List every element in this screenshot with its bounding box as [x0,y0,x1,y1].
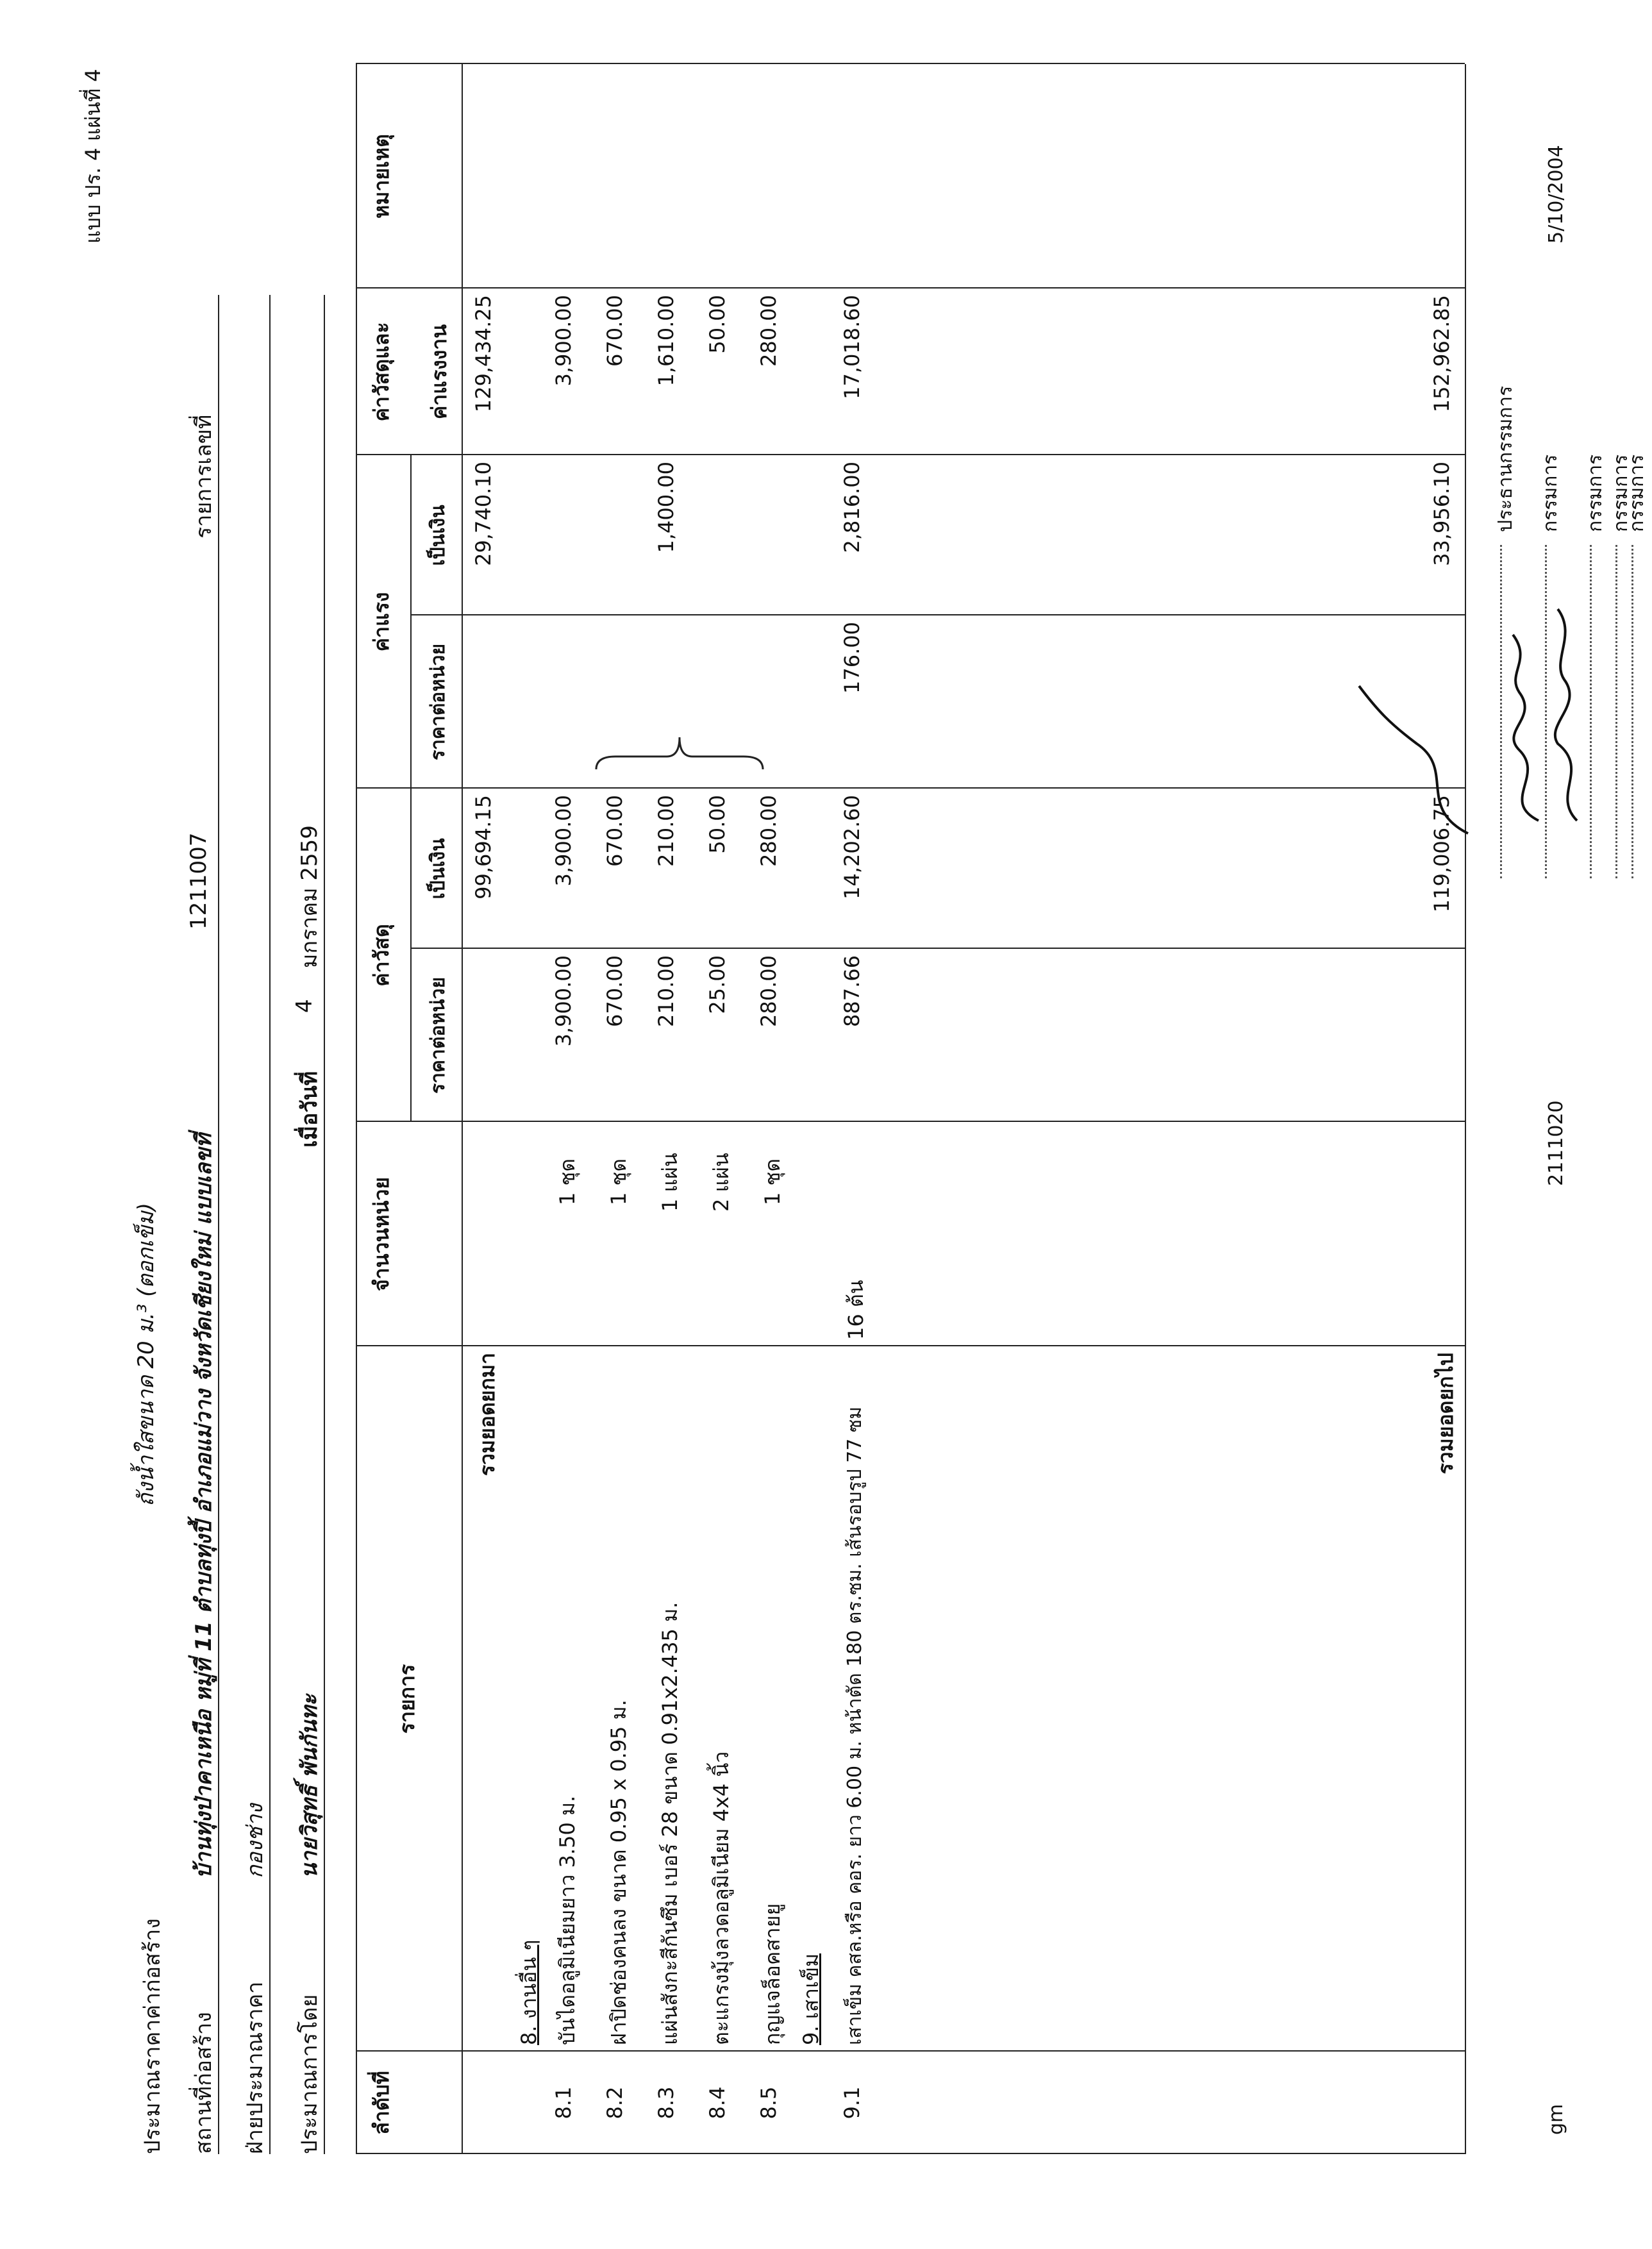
signature-role: กรรมการ [1626,454,1648,532]
row-no: 8.4 [705,2086,730,2119]
row-mat-unit: 670.00 [603,955,627,1027]
header-rule-3 [324,295,325,2154]
header-labor-amount: เป็นเงิน [427,505,449,566]
row-item: แผ่นสังกะสีกันซึม เบอร์ 28 ขนาด 0.91x2.435 ม. [658,1601,682,2045]
row-no: 8.5 [756,2086,781,2119]
carried-in-labor: 29,740.10 [471,462,496,566]
row-mat-amount: 14,202.60 [840,795,864,899]
bracket-mark [590,718,769,782]
row-item: กุญแจล็อคสายยู [760,1903,785,2045]
row-total: 50.00 [705,295,730,354]
row-item: บันไดอลูมิเนียมยาว 3.50 ม. [555,1795,580,2045]
row-no: 8.1 [551,2086,576,2119]
row-qty: 1 แผ่น [658,1153,682,1212]
row-mat-amount: 670.00 [603,795,627,867]
header-labor: ค่าแรง [369,592,394,652]
row-lab-unit: 176.00 [840,622,864,694]
row-mat-unit: 280.00 [756,955,781,1027]
header-total-line1: ค่าวัสดุและ [369,322,394,422]
form-code: แบบ ปร. 4 แผ่นที่ 4 [81,69,105,244]
row-mat-unit: 210.00 [654,955,678,1027]
date-month-year: มกราคม 2559 [297,825,322,968]
row-total: 1,610.00 [654,295,678,387]
row-mat-amount: 50.00 [705,795,730,854]
row-qty: 2 แผ่น [709,1153,733,1212]
row-item: ตะแกรงมุ้งลวดอลูมิเนียม 4x4 นิ้ว [709,1751,733,2045]
header-material-amount: เป็นเงิน [427,838,449,899]
header-labor-unit-price: ราคาต่อหน่วย [427,643,449,761]
row-total: 670.00 [603,295,627,367]
signature-role: กรรมการ [1539,454,1562,532]
date-day: 4 [292,999,317,1013]
row-total: 280.00 [756,295,781,367]
row-mat-amount: 280.00 [756,795,781,867]
plan-number: 1211007 [186,832,212,930]
site-value: บ้านทุ่งป่าคาเหนือ หมู่ที่ 11 ตำบลทุ่งปี้ อำเภอแม่วาง จังหวัดเชียงใหม่ แบบเลขที่ [191,1133,217,1878]
row-mat-unit: 887.66 [840,955,864,1027]
department-label: ฝ่ายประมาณราคา [242,1981,268,2154]
footer-left-code: gm [1545,2103,1567,2135]
document-sheet [64,58,1648,2173]
row-qty: 16 ต้น [844,1280,868,1340]
site-label: สถานที่ก่อสร้าง [191,2012,217,2154]
row-mat-amount: 210.00 [654,795,678,867]
row-qty: 1 ชุด [606,1158,631,1205]
header-material: ค่าวัสดุ [369,924,394,987]
row-item: ฝาปิดช่องคนลง ขนาด 0.95 x 0.95 ม. [606,1700,631,2045]
header-material-unit-price: ราคาต่อหน่วย [427,976,449,1094]
row-lab-amount: 2,816.00 [840,462,864,553]
row-mat-amount: 3,900.00 [551,795,576,887]
estimator-label: ประมาณการโดย [297,1994,322,2154]
row-no: 8.2 [603,2086,627,2119]
row-item: เสาเข็ม คสล.หรือ คอร. ยาว 6.00 ม. หน้าตัด 180 ตร.ซม. เส้นรอบรูป 77 ซม [844,1406,866,2045]
row-lab-amount: 1,400.00 [654,462,678,553]
carried-out-labor: 33,956.10 [1430,462,1454,566]
row-no: 8.3 [654,2086,678,2119]
section-title: 9. เสาเข็ม [799,1953,823,2045]
row-no: 9.1 [840,2086,864,2119]
carried-in-material: 99,694.15 [471,795,496,899]
item-number-label: รายการเลขที่ [191,414,217,539]
header-item: รายการ [395,1664,419,1734]
footer-center-code: 2111020 [1545,1100,1567,1186]
header-rule-1 [218,295,219,2154]
signature-role: กรรมการ [1610,454,1632,532]
header-total-line2: ค่าแรงงาน [427,324,451,420]
title-label: ประมาณราคาค่าก่อสร้าง [140,1918,165,2154]
signature-scribble [1340,641,1481,846]
header-rule-2 [269,295,271,2154]
row-total: 17,018.60 [840,295,864,399]
title-value: ถังน้ำใสขนาด 20 ม.³ (ตอกเข็ม) [133,1203,159,1507]
header-quantity: จำนวนหน่วย [369,1176,394,1292]
row-mat-unit: 25.00 [705,955,730,1014]
carried-out-total: 152,962.85 [1430,295,1454,413]
carried-in-total: 129,434.25 [471,295,496,413]
row-total: 3,900.00 [551,295,576,387]
carried-out-material: 119,006.75 [1430,795,1454,913]
estimator-value: นายวิสุทธิ์ พันกันทะ [297,1694,322,1878]
date-label: เมื่อวันที่ [297,1071,322,1148]
header-remark: หมายเหตุ [369,134,394,219]
signature-role: ประธานกรรมการ [1494,385,1517,532]
department-value: กองช่าง [242,1803,268,1878]
row-mat-unit: 3,900.00 [551,955,576,1047]
header-no: ลำดับที่ [369,2071,394,2135]
carried-out-label: รวมยอดยกไป [1433,1353,1458,1475]
carried-in-label: รวมยอดยกมา [475,1353,499,1476]
footer-date: 5/10/2004 [1545,145,1567,244]
signature-scribble [1539,583,1596,827]
signature-role: กรรมการ [1584,454,1606,532]
row-qty: 1 ชุด [760,1158,785,1205]
section-title: 8. งานอื่น ๆ [517,1939,541,2045]
row-qty: 1 ชุด [555,1158,580,1205]
